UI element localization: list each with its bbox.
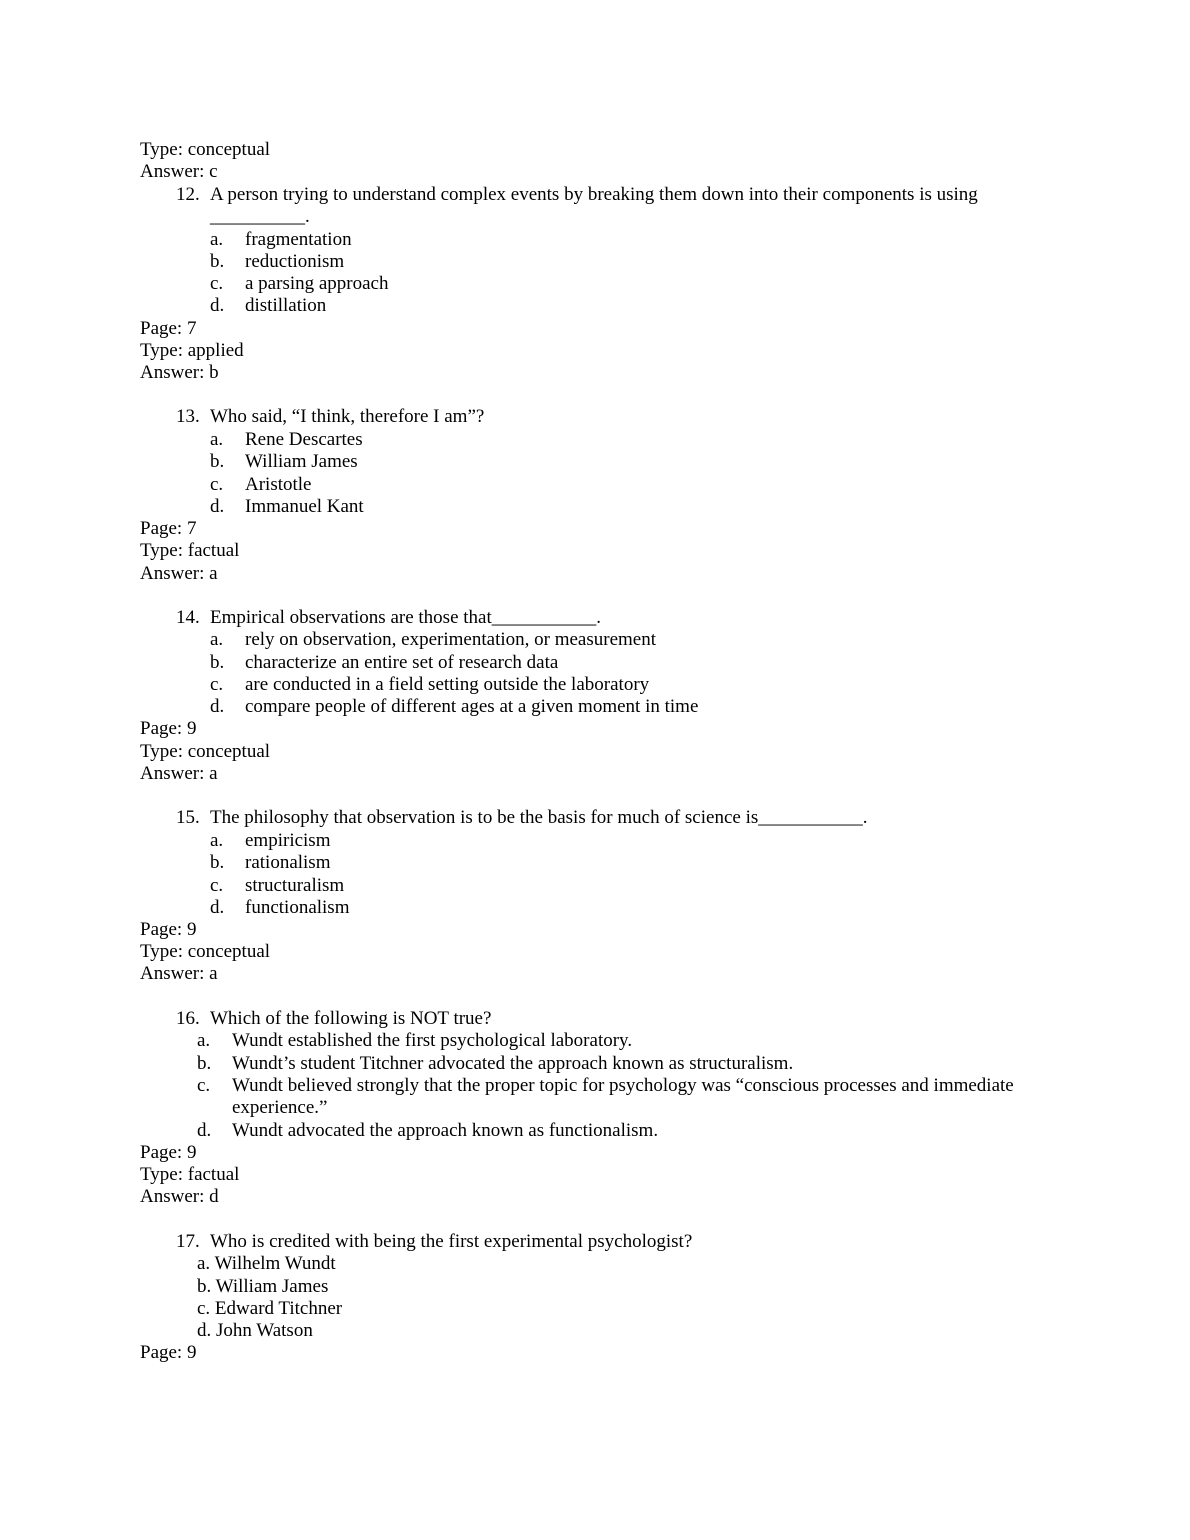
option-text: a parsing approach xyxy=(245,273,389,294)
option-letter: d. xyxy=(210,696,225,717)
option-text: distillation xyxy=(245,295,327,316)
option-letter: a. xyxy=(210,629,224,650)
option-text: Rene Descartes xyxy=(245,429,363,450)
answer-label: Answer: b xyxy=(140,362,219,383)
question-text: Who is credited with being the first experimental psychologist? xyxy=(210,1231,693,1252)
type-label: Type: conceptual xyxy=(140,741,271,762)
answer-label: Answer: d xyxy=(140,1186,219,1207)
option-text: Wundt established the first psychological laboratory. xyxy=(232,1030,633,1051)
page-ref: Page: 9 xyxy=(140,718,197,739)
answer-label: Answer: c xyxy=(140,161,218,182)
page-ref: Page: 9 xyxy=(140,919,197,940)
option-letter: b. xyxy=(210,251,225,272)
option-letter: b. xyxy=(210,852,225,873)
option-letter: c. xyxy=(210,474,224,495)
question-text: The philosophy that observation is to be the basis for much of science is___________. xyxy=(210,807,868,828)
option-text: fragmentation xyxy=(245,229,352,250)
option-text: Wundt’s student Titchner advocated the approach known as structuralism. xyxy=(232,1053,794,1074)
option-text: structuralism xyxy=(245,875,345,896)
type-label: Type: factual xyxy=(140,540,240,561)
option-letter: b. xyxy=(197,1053,212,1074)
answer-label: Answer: a xyxy=(140,963,218,984)
type-label: Type: factual xyxy=(140,1164,240,1185)
option-item: c. Edward Titchner xyxy=(197,1298,343,1319)
answer-label: Answer: a xyxy=(140,763,218,784)
option-text: rely on observation, experimentation, or measurement xyxy=(245,629,657,650)
page-ref: Page: 7 xyxy=(140,518,197,539)
option-text: reductionism xyxy=(245,251,345,272)
question-number: 12. xyxy=(176,184,200,205)
question-text: Empirical observations are those that___________. xyxy=(210,607,601,628)
option-letter: d. xyxy=(210,496,225,517)
option-text: Immanuel Kant xyxy=(245,496,364,517)
option-text: Wundt advocated the approach known as functionalism. xyxy=(232,1120,659,1141)
question-number: 15. xyxy=(176,807,200,828)
answer-blank: __________. xyxy=(210,206,310,227)
option-letter: c. xyxy=(210,875,224,896)
option-letter: b. xyxy=(210,451,225,472)
option-item: b. William James xyxy=(197,1276,329,1297)
option-letter: c. xyxy=(210,273,224,294)
option-text: characterize an entire set of research data xyxy=(245,652,559,673)
option-letter: a. xyxy=(210,830,224,851)
option-text: are conducted in a field setting outside the laboratory xyxy=(245,674,650,695)
option-text: William James xyxy=(245,451,358,472)
page-ref: Page: 9 xyxy=(140,1142,197,1163)
option-letter: c. xyxy=(210,674,224,695)
option-text: Wundt believed strongly that the proper topic for psychology was “conscious processes and immediate xyxy=(232,1075,1014,1096)
option-letter: d. xyxy=(210,897,225,918)
option-text: functionalism xyxy=(245,897,350,918)
option-text: Aristotle xyxy=(245,474,312,495)
option-letter: a. xyxy=(210,229,224,250)
question-text: Which of the following is NOT true? xyxy=(210,1008,492,1029)
option-letter: a. xyxy=(210,429,224,450)
question-number: 13. xyxy=(176,406,200,427)
option-letter: c. xyxy=(197,1075,211,1096)
page-ref: Page: 9 xyxy=(140,1342,197,1363)
type-label: Type: conceptual xyxy=(140,941,271,962)
answer-label: Answer: a xyxy=(140,563,218,584)
type-label: Type: conceptual xyxy=(140,139,271,160)
option-text: compare people of different ages at a given moment in time xyxy=(245,696,699,717)
option-letter: d. xyxy=(197,1120,212,1141)
option-item: a. Wilhelm Wundt xyxy=(197,1253,336,1274)
option-text: empiricism xyxy=(245,830,331,851)
option-text-continued: experience.” xyxy=(232,1097,328,1118)
option-letter: b. xyxy=(210,652,225,673)
option-item: d. John Watson xyxy=(197,1320,313,1341)
page-ref: Page: 7 xyxy=(140,318,197,339)
question-number: 16. xyxy=(176,1008,200,1029)
option-letter: d. xyxy=(210,295,225,316)
question-number: 17. xyxy=(176,1231,200,1252)
question-text: A person trying to understand complex events by breaking them down into their components is using xyxy=(210,184,978,205)
question-text: Who said, “I think, therefore I am”? xyxy=(210,406,485,427)
option-text: rationalism xyxy=(245,852,331,873)
question-number: 14. xyxy=(176,607,200,628)
type-label: Type: applied xyxy=(140,340,244,361)
option-letter: a. xyxy=(197,1030,211,1051)
